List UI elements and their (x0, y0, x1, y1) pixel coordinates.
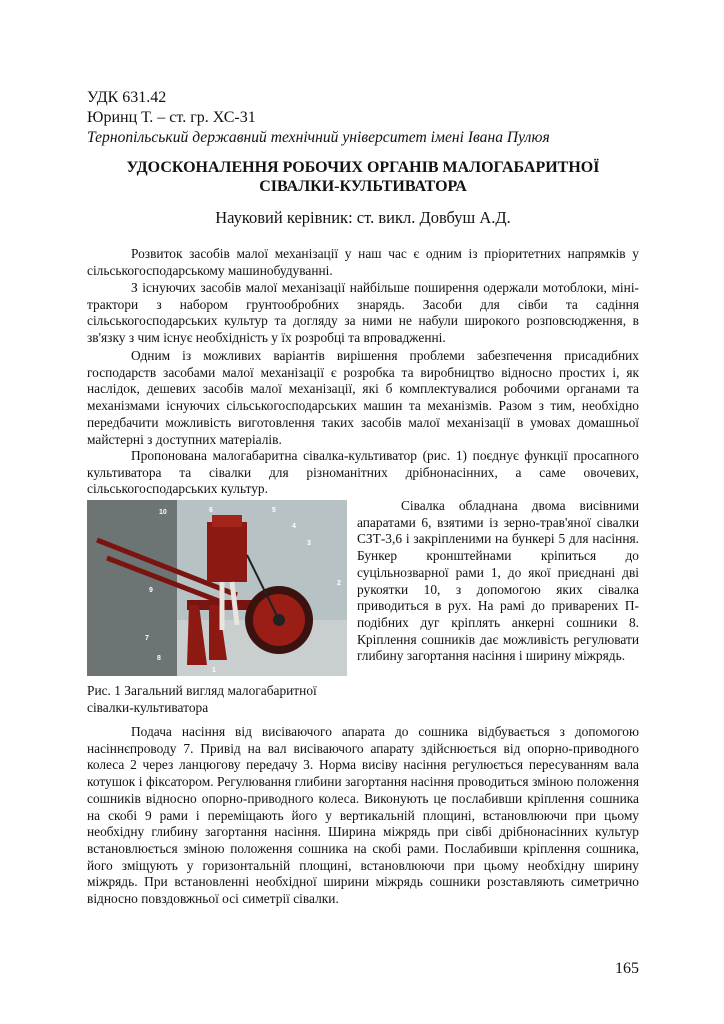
university: Тернопільський державний технічний університет імені Івана Пулюя (87, 129, 550, 146)
figure-label-3: 3 (307, 540, 311, 547)
figure-label-4: 4 (292, 523, 296, 530)
author: Юринц Т. – ст. гр. ХС-31 (87, 109, 256, 126)
page-number: 165 (615, 960, 639, 977)
title-line-2: СІВАЛКИ-КУЛЬТИВАТОРА (259, 178, 467, 195)
title-line-1: УДОСКОНАЛЕННЯ РОБОЧИХ ОРГАНІВ МАЛОГАБАРИТНОЇ (126, 159, 600, 176)
figure-label-7: 7 (145, 635, 149, 642)
figure-label-10: 10 (159, 509, 167, 516)
paragraph-6: Подача насіння від висіваючого апарата до сошника відбувається з допомогою насіннєпроводу 7. Привід на вал висіваючого апарату здійснюється від опорно-приводного колеса 2 через ланцюгову передачу 3. Норма висіву насіння регулюється пересуванням вала котушок і фіксатором. Регулювання глибини загортання насіння проводиться зміною положення сошників відносно опорно-приводного колеса. Виконують це послабивши кріплення сошника на скобі 9 рами і переміщають його у вертикальній площині, встановлюючи при цьому необхідну глибину загортання насіння. Ширина міжрядь при сівбі дрібнонасінних культур встановлюється зміною положення сошника на скобі рами. Послабивши кріплення сошника, його зміщують у горизонтальній площині, встановлюючи при цьому необхідну ширину міжрядь. При встановленні необхідної ширини міжрядь сошники розставляють симетрично відносно повздовжньої осі симетрії сівалки. (87, 724, 639, 907)
figure-label-9: 9 (149, 587, 153, 594)
figure-label-5: 5 (272, 507, 276, 514)
udk-code: УДК 631.42 (87, 89, 167, 106)
page (87, 0, 639, 1024)
advisor: Науковий керівник: ст. викл. Довбуш А.Д. (215, 208, 511, 227)
paragraph-2: З існуючих засобів малої механізації найбільше поширення одержали мотоблоки, міні-трактори з набором грунтообробних знарядь. Засоби для сівби та садіння сільськогосподарських культур та догляду за ними не набули широкого розповсюдження, в зв'язку з чим існує необхідність у їх розробці та впровадженні. (87, 280, 639, 346)
paragraph-1: Розвиток засобів малої механізації у наш час є одним із пріоритетних напрямків у сільськогосподарському машинобудуванні. (87, 246, 639, 278)
paragraph-5: Сівалка обладнана двома висівними апаратами 6, взятими із зерно-трав'яної сівалки СЗТ-3,6 і закріпленими на бункері 5 для насіння. Бункер кронштейнами кріпиться до суцільнозварної рами 1, до якої приєднані дві рукоятки 10, з допомогою яких сівалка приводиться в рух. На рамі до приварених П-подібних дуг кріплять анкерні сошники 8. Кріплення сошників дає можливість регулювати глибину загортання насіння і ширину міжрядь. (357, 498, 639, 664)
paragraph-4: Пропонована малогабаритна сівалка-культиватор (рис. 1) поєднує функції просапного культиватора та сівалки для різноманітних дрібнонасінних, а саме овочевих, сільськогосподарських культур. (87, 448, 639, 497)
seeder-illustration (87, 500, 347, 676)
paragraph-3: Одним із можливих варіантів вирішення проблеми забезпечення присадибних господарств засобами малої механізації є розробка та виробництво відносно простих і, як наслідок, дешевих засобів малої механізації, які б комплектувалися робочими органами та механізмами існуючих сільськогосподарських машин та механізмів. Разом з тим, необхідно передбачити можливість виготовлення таких засобів малої механізації в умовах домашньої майстерні з доступних матеріалів. (87, 348, 639, 447)
figure-label-6: 6 (209, 507, 213, 514)
paper-title (87, 158, 639, 196)
figure-seeder-photo (87, 500, 347, 676)
figure-label-8: 8 (157, 655, 161, 662)
figure-label-1: 1 (212, 667, 216, 674)
figure-label-2: 2 (337, 580, 341, 587)
figure-caption: Рис. 1 Загальний вигляд малогабаритної сівалки-культиватора (87, 683, 317, 715)
